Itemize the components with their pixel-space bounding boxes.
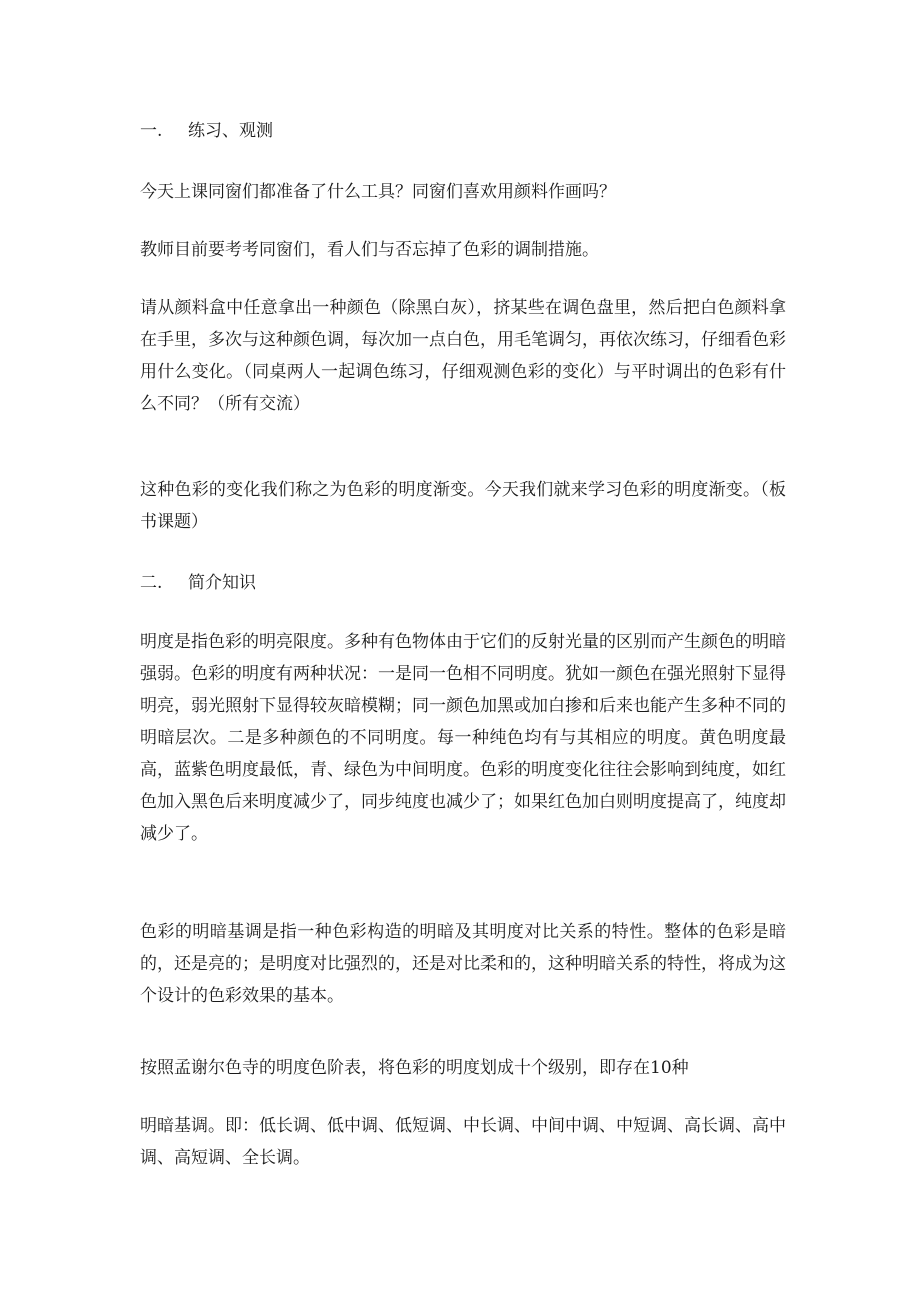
section-number: 一. xyxy=(140,121,163,141)
section-heading-practice-observe xyxy=(140,114,800,148)
paragraph: 按照孟谢尔色寺的明度色阶表，将色彩的明度划成十个级别，即存在10种 xyxy=(140,1058,689,1078)
section-title: 简介知识 xyxy=(188,573,256,593)
paragraph: 今天上课同窗们都准备了什么工具？同窗们喜欢用颜料作画吗？ xyxy=(140,182,616,202)
paragraph: 明暗基调。即：低长调、低中调、低短调、中长调、中间中调、中短调、高长调、高中调、高短调、全长调。 xyxy=(140,1116,786,1168)
section-number: 二. xyxy=(140,573,163,593)
section-title: 练习、观测 xyxy=(188,121,273,141)
paragraph: 教师目前要考考同窗们，看人们与否忘掉了色彩的调制措施。 xyxy=(140,240,599,260)
section-heading-introduce-knowledge xyxy=(140,566,800,600)
paragraph: 明度是指色彩的明亮限度。多种有色物体由于它们的反射光量的区别而产生颜色的明暗强弱。色彩的明度有两种状况：一是同一色相不同明度。犹如一颜色在强光照射下显得明亮，弱光照射下显得较灰暗模糊；同一颜色加黑或加白掺和后来也能产生多种不同的明暗层次。二是多种颜色的不同明度。每一种纯色均有与其相应的明度。黄色明度最高，蓝紫色明度最低，青、绿色为中间明度。色彩的明度变化往往会影响到纯度，如红色加入黑色后来明度减少了，同步纯度也减少了；如果红色加白则明度提高了，纯度却减少了。 xyxy=(140,632,786,844)
paragraph: 色彩的明暗基调是指一种色彩构造的明暗及其明度对比关系的特性。整体的色彩是暗的，还是亮的；是明度对比强烈的，还是对比柔和的，这种明暗关系的特性，将成为这个设计的色彩效果的基本。 xyxy=(140,922,786,1006)
paragraph: 请从颜料盒中任意拿出一种颜色（除黑白灰），挤某些在调色盘里，然后把白色颜料拿在手里，多次与这种颜色调，每次加一点白色，用毛笔调匀，再依次练习，仔细看色彩用什么变化。（同桌两人一起调色练习，仔细观测色彩的变化）与平时调出的色彩有什么不同？（所有交流） xyxy=(140,298,786,414)
paragraph: 这种色彩的变化我们称之为色彩的明度渐变。今天我们就来学习色彩的明度渐变。（板书课题） xyxy=(140,480,786,532)
